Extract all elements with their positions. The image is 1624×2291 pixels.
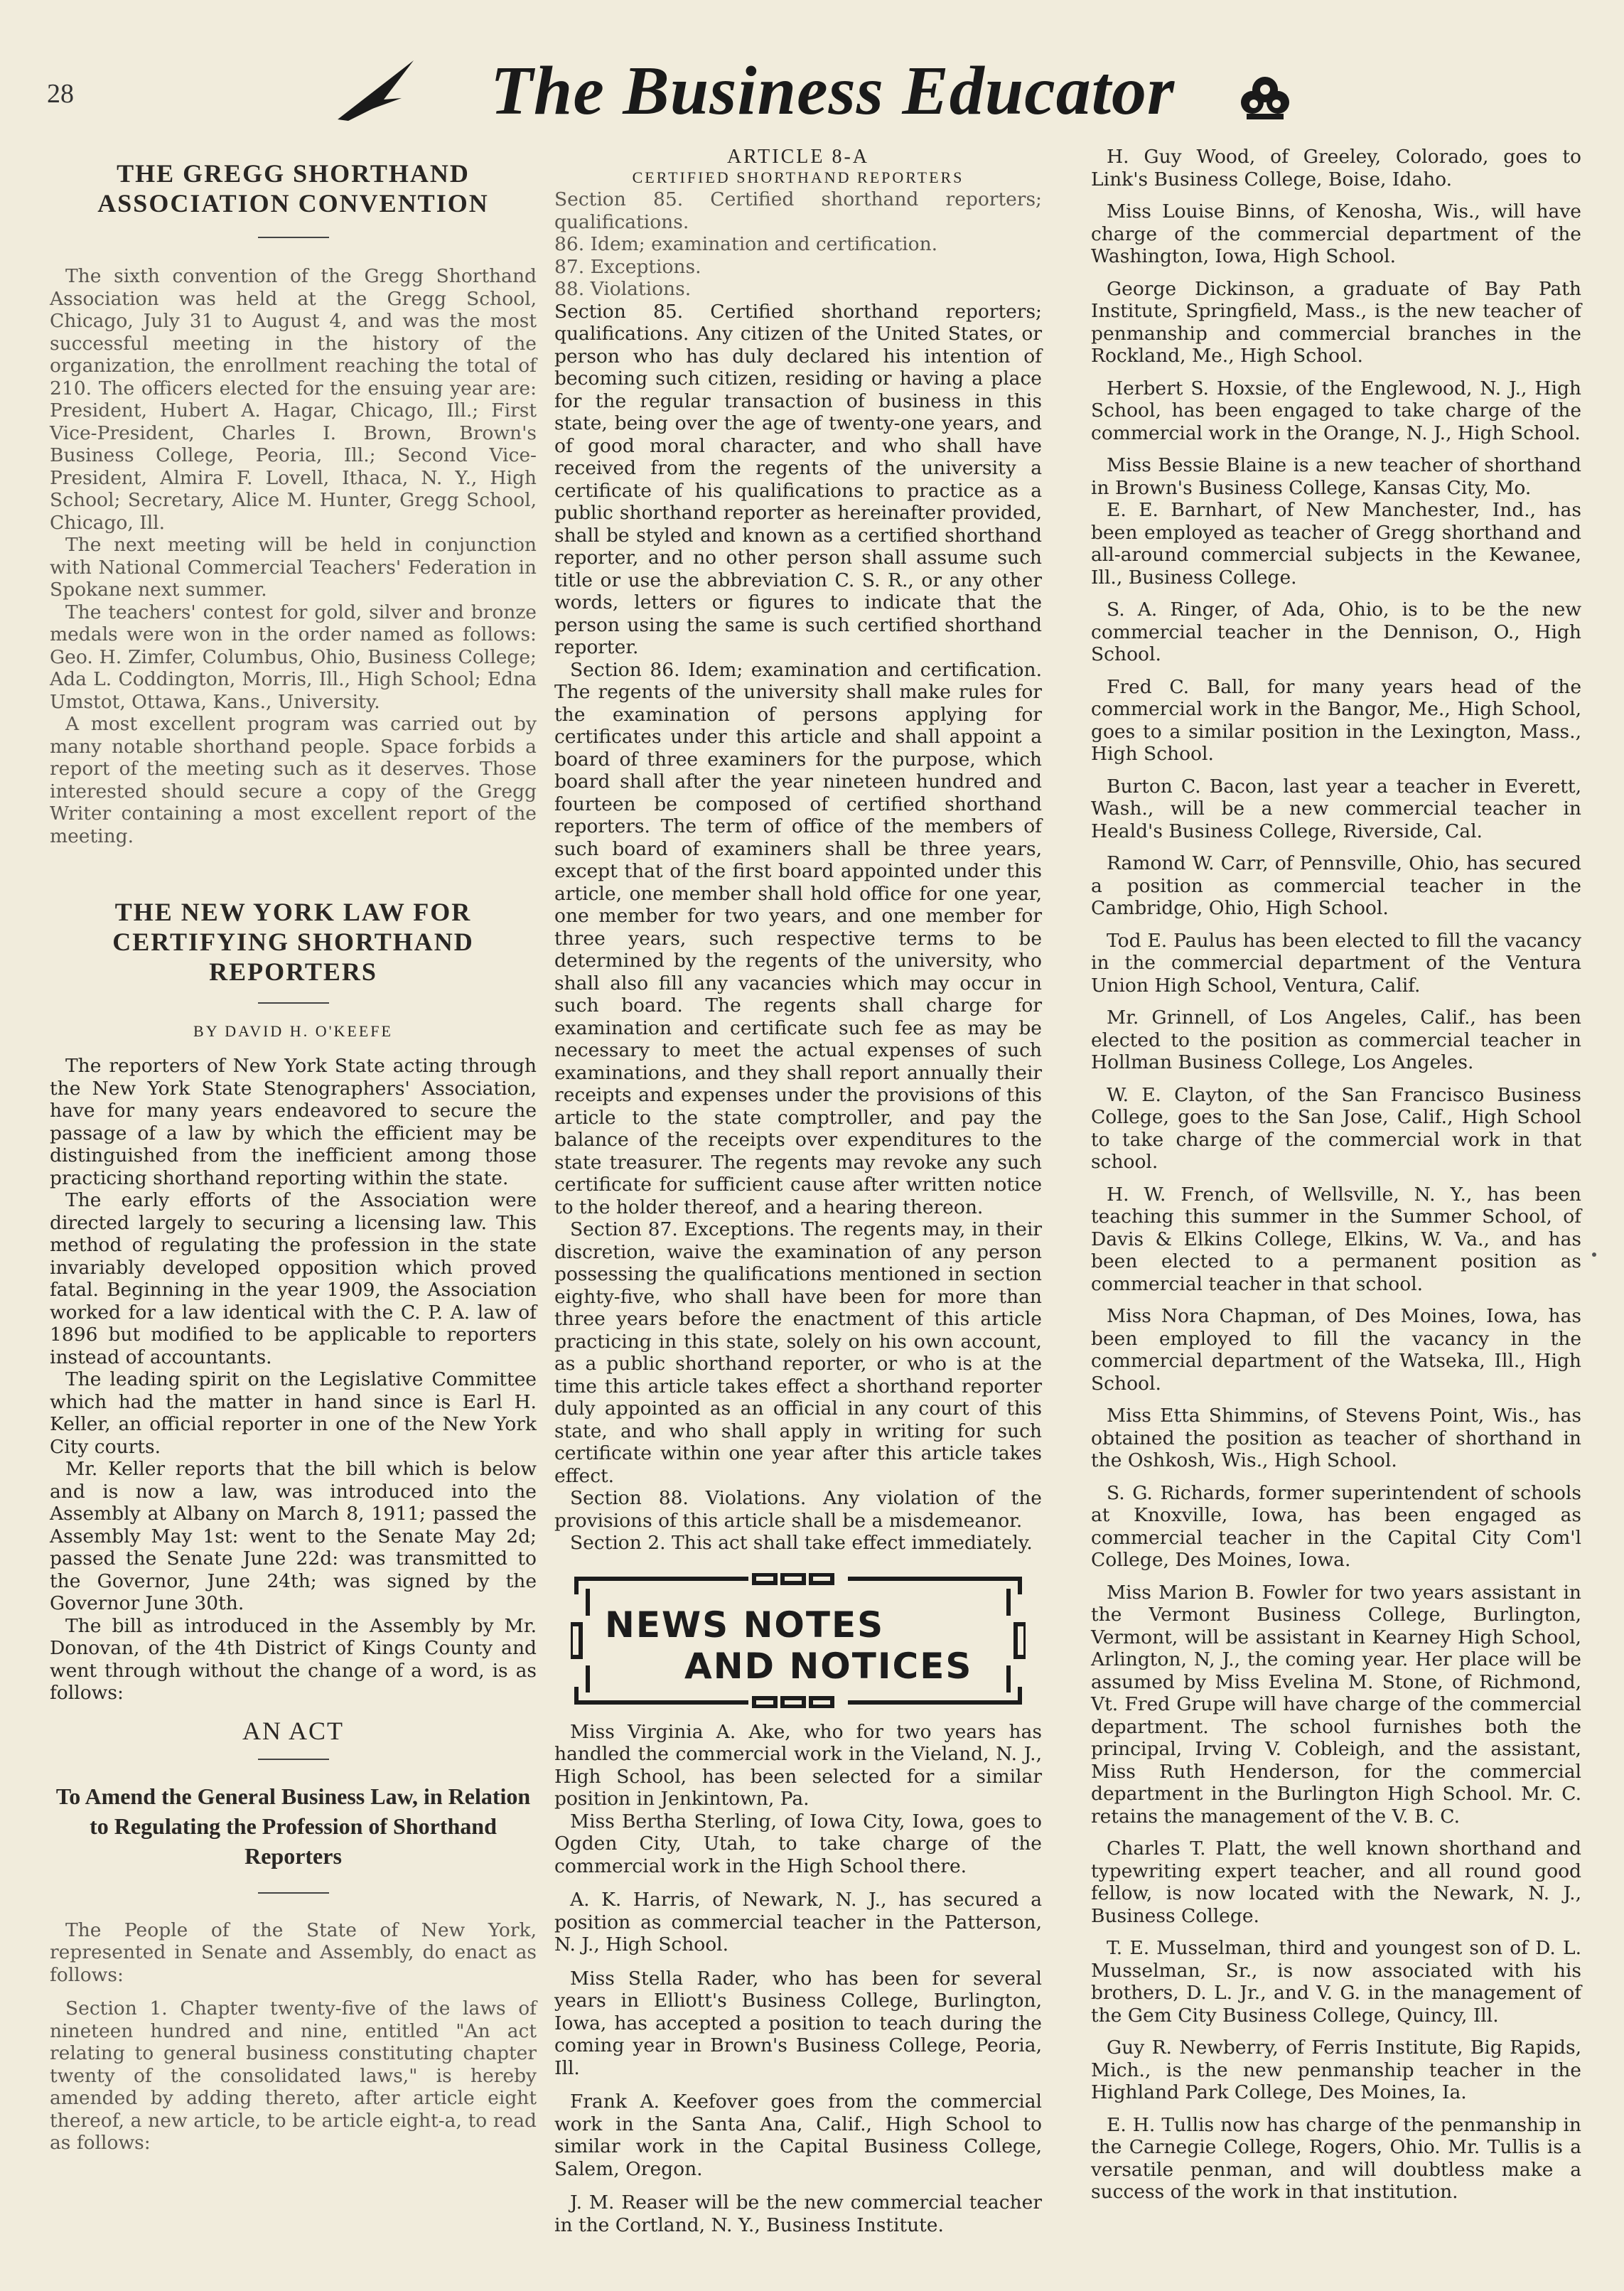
paragraph: Section 85. Certified shorthand reporters; qualifications. Any citizen of the United States, or person who has duly declared his intention of becoming such citizen, residing or having a place for the regular transaction of business in this state, being over the age of twenty-one years, and of good moral character, and who shall have received from the regents of the university a certificate of his qualifications to practice as a public shorthand reporter as hereinafter provided, shall be styled and known as a certified shorthand reporter, and no other person shall assume such title or use the abbreviation C. S. R., or any other words, letters or figures to indicate that the person using the same is such certified shorthand reporter. — [554, 300, 1042, 658]
news-item: Miss Louise Binns, of Kenosha, Wis., will have charge of the commercial department of the Washington, Iowa, High School. — [1091, 200, 1581, 267]
paragraph: The reporters of New York State acting through the New York State Stenographers' Association, have for many years endeavored to secure the passage of a law by which the efficient may be distinguished from the inefficient among those practicing shorthand reporting within the state. — [50, 1055, 537, 1189]
paragraph: The early efforts of the Association were directed largely to securing a licensing law. This method of regulating the profession in the state invariably developed opposition which proved fatal. Beginning in the year 1909, the Association worked for a law identical with the C. P. A. law of 1896 but modified to be applicable to reporters instead of accountants. — [50, 1189, 537, 1368]
quill-pen-icon — [334, 57, 419, 124]
paragraph: The next meeting will be held in conjunction with National Commercial Teachers' Federation in Spokane next summer. — [50, 534, 537, 601]
act-title: To Amend the General Business Law, in Relation to Regulating the Profession of Shorthand Reporters — [55, 1783, 531, 1869]
paragraph: The leading spirit on the Legislative Committee which had the matter in hand since is Earl H. Keller, an official reporter in one of the New York City courts. — [50, 1368, 537, 1458]
news-item: Frank A. Keefover goes from the commercial work in the Santa Ana, Calif., High School to similar work in the Capital Business College, Salem, Oregon. — [554, 2091, 1042, 2180]
news-item: Miss Etta Shimmins, of Stevens Point, Wis., has obtained the position as teacher of shorthand in the Oshkosh, Wis., High School. — [1091, 1405, 1581, 1471]
article-subheading: CERTIFIED SHORTHAND REPORTERS — [632, 168, 964, 186]
column-left — [50, 146, 537, 2155]
gregg-article — [50, 265, 537, 847]
gregg-heading: THE GREGG SHORTHAND ASSOCIATION CONVENTION — [97, 159, 489, 218]
paragraph: Mr. Keller reports that the bill which is below and is now a law, was introduced into the Assembly at Albany on March 8, 1911; passed the Assembly May 1st: went to the Senate May 2d; passed the Senate June 22d: was transmitted to the Governor, June 24th; was signed by the Governor June 30th. — [50, 1458, 537, 1614]
paragraph: Section 87. Exceptions. The regents may, in their discretion, waive the examination of any person possessing the qualifications mentioned in section eighty-five, who shall have been for more than three years before the enactment of this article practicing in this state, solely on his own account, as a public shorthand reporter, or who is at the time this article takes effect a shorthand reporter duly appointed as an official in any court of this state, and who shall apply in writing for such certificate within one year after this article takes effect. — [554, 1218, 1042, 1487]
emblem-icon — [1237, 68, 1294, 125]
act-text — [50, 1919, 537, 2155]
divider — [258, 237, 329, 238]
paragraph: Section 1. Chapter twenty-five of the laws of nineteen hundred and nine, entitled "An act relating to general business constituting chapter twenty of the consolidated laws," is hereby amended by adding thereto, after article eight thereof, a new article, to be article eight-a, to read as follows: — [50, 1997, 537, 2154]
news-item: T. E. Musselman, third and youngest son of D. L. Musselman, Sr., is now associated with his brothers, D. L. Jr., and V. G. in the management of the Gem City Business College, Quincy, Ill. — [1091, 1937, 1581, 2027]
news-item: Mr. Grinnell, of Los Angeles, Calif., has been elected to the position as commercial teacher in Hollman Business College, Los Angeles. — [1091, 1007, 1581, 1073]
news-title-line2: AND NOTICES — [684, 1645, 973, 1687]
paragraph: The teachers' contest for gold, silver and bronze medals were won in the order named as follows: Geo. H. Zimfer, Columbus, Ohio, Business College; Ada L. Coddington, Morris, Ill., High School; Edna Umstot, Ottawa, Kans., University. — [50, 601, 537, 713]
paragraph: The sixth convention of the Gregg Shorthand Association was held at the Gregg School, Chicago, July 31 to August 4, and was the most successful meeting in the history of the organization, the enrollment reaching the total of 210. The officers elected for the ensuing year are: President, Hubert A. Hagar, Chicago, Ill.; First Vice-President, Charles I. Brown, Brown's Business College, Peoria, Ill.; Second Vice-President, Almira F. Lovell, Ithaca, N. Y., High School; Secretary, Alice M. Hunter, Gregg School, Chicago, Ill. — [50, 265, 537, 534]
news-item: Miss Marion B. Fowler for two years assistant in the Vermont Business College, Burlington, Vermont, will be assistant in Kearney High School, Arlington, N, J., the coming year. Her place will be assumed by Miss Evelina M. Stone, of Richmond, Vt. Fred Grupe will have charge of the commercial department. The school furnishes both the principal, Irving V. Cobleigh, and the assistant, Miss Ruth Henderson, for the commercial department in the Burlington High School. Mr. C. retains the management of the V. B. C. — [1091, 1581, 1581, 1828]
ny-law-heading: THE NEW YORK LAW FOR CERTIFYING SHORTHAND REPORTERS — [112, 898, 474, 986]
news-item: W. E. Clayton, of the San Francisco Business College, goes to the San Jose, Calif., High School to take charge of the commercial work in that school. — [1091, 1083, 1581, 1173]
news-item: Charles T. Platt, the well known shorthand and typewriting expert teacher, and all round good fellow, is now located with the Newark, N. J., Business College. — [1091, 1837, 1581, 1927]
ny-law-article — [50, 1055, 537, 1705]
news-item: E. H. Tullis now has charge of the penmanship in the Carnegie College, Rogers, Ohio. Mr. Tullis is a versatile penman, and will doubtless make a success of the work in that institution. — [1091, 2113, 1581, 2203]
news-item: S. G. Richards, former superintendent of schools at Knoxville, Iowa, has been engaged as commercial teacher in the Capital City Com'l College, Des Moines, Iowa. — [1091, 1481, 1581, 1571]
paragraph: The People of the State of New York, represented in Senate and Assembly, do enact as follows: — [50, 1919, 537, 1986]
news-notes-continued — [1091, 146, 1581, 2204]
masthead-title: The Business Educator — [490, 53, 1176, 129]
byline: BY DAVID H. O'KEEFE — [193, 1022, 393, 1040]
column-right — [1091, 146, 1581, 2214]
news-item: Fred C. Ball, for many years head of the commercial work in the Bangor, Me., High School, goes to a similar position in the Lexington, Mass., High School. — [1091, 675, 1581, 765]
news-item: J. M. Reaser will be the new commercial teacher in the Cortland, N. Y., Business Institute. — [554, 2191, 1042, 2236]
news-item: Miss Bertha Sterling, of Iowa City, Iowa, goes to Ogden City, Utah, to take charge of the commercial work in the High School there. — [554, 1810, 1042, 1877]
divider — [258, 1892, 329, 1894]
print-speck — [1592, 1252, 1596, 1257]
paragraph: Section 2. This act shall take effect immediately. — [570, 1532, 1033, 1554]
news-item: Miss Nora Chapman, of Des Moines, Iowa, has been employed to fill the vacancy in the commercial department of the Watseka, Ill., High School. — [1091, 1305, 1581, 1395]
news-item: Tod E. Paulus has been elected to fill the vacancy in the commercial department of the Ventura Union High School, Ventura, Calif. — [1091, 929, 1581, 997]
paragraph: A most excellent program was carried out by many notable shorthand people. Space forbids a report of the meeting such as it deserves. Those interested should secure a copy of the Gregg Writer containing a most excellent report of the meeting. — [50, 713, 537, 847]
news-item: A. K. Harris, of Newark, N. J., has secured a position as commercial teacher in the Patterson, N. J., High School. — [554, 1889, 1042, 1955]
page-header — [0, 0, 1624, 142]
toc-item: 87. Exceptions. — [554, 255, 701, 278]
news-notes-banner — [571, 1573, 1026, 1708]
news-item: H. W. French, of Wellsville, N. Y., has been teaching this summer in the Summer School, of Davis & Elkins College, Elkins, W. Va., and has been elected to a permanent position as commercial teacher in that school. — [1091, 1183, 1581, 1295]
divider — [258, 1002, 329, 1004]
news-item: Herbert S. Hoxsie, of the Englewood, N. J., High School, has been engaged to take charge of the commercial work in the Orange, N. J., High School. — [1091, 377, 1581, 444]
news-item: George Dickinson, a graduate of Bay Path Institute, Springfield, Mass., is the new teacher of penmanship and commercial branches in the Rockland, Me., High School. — [1091, 277, 1581, 367]
article-heading: ARTICLE 8-A — [726, 146, 870, 168]
column-middle — [554, 146, 1042, 2236]
paragraph: Section 86. Idem; examination and certification. The regents of the university shall make rules for the examination of persons applying for certificates under this article and shall appoint a board of three examiners for the purpose, which board shall after the year nineteen hundred and fourteen be composed of certified shorthand reporters. The term of office of the members of such board of examiners shall be three years, except that of the first board appointed under this article, one member shall hold office for one year, one member for two years, and one member for three years, such respective terms to be determined by the regents of the university, who shall also fill any vacancies which may occur in such board. The regents shall charge for examination and certificate such fee as may be necessary to meet the actual expenses of such examinations, and they shall report annually their receipts and expenses under the provisions of this article to the state comptroller, and pay the balance of the receipts over expenditures to the state treasurer. The regents may revoke any such certificate for sufficient cause after written notice to the holder thereof, and a hearing thereon. — [554, 658, 1042, 1218]
news-item: Miss Stella Rader, who has been for several years in Elliott's Business College, Burlington, Iowa, has accepted a position to teach during the coming year in Brown's Business College, Peoria, Ill. — [554, 1967, 1042, 2079]
toc-item: Section 85. Certified shorthand reporters; qualifications. — [554, 188, 1042, 233]
toc-item: 88. Violations. — [554, 278, 692, 300]
news-item: Miss Bessie Blaine is a new teacher of shorthand in Brown's Business College, Kansas City, Mo. — [1091, 454, 1581, 499]
news-item: Ramond W. Carr, of Pennsville, Ohio, has secured a position as commercial teacher in the Cambridge, Ohio, High School. — [1091, 852, 1581, 919]
news-item: Guy R. Newberry, of Ferris Institute, Big Rapids, Mich., is the new penmanship teacher in the Highland Park College, Des Moines, Ia. — [1091, 2037, 1581, 2103]
news-item: H. Guy Wood, of Greeley, Colorado, goes to Link's Business College, Boise, Idaho. — [1091, 146, 1581, 191]
news-item: Miss Virginia A. Ake, who for two years has handled the commercial work in the Vieland, N. J., High School, has been selected for a similar position in Jenkintown, Pa. — [554, 1720, 1042, 1810]
act-heading: AN ACT — [242, 1716, 344, 1745]
divider — [258, 1759, 329, 1760]
news-item: Burton C. Bacon, last year a teacher in Everett, Wash., will be a new commercial teacher in Heald's Business College, Riverside, Cal. — [1091, 775, 1581, 842]
news-item: E. E. Barnhart, of New Manchester, Ind., has been employed as teacher of Gregg shorthand and all-around commercial subjects in the Kewanee, Ill., Business College. — [1091, 499, 1581, 589]
paragraph: The bill as introduced in the Assembly by Mr. Donovan, of the 4th District of Kings County and went through without the change of a word, is as follows: — [50, 1614, 537, 1704]
news-title-line1: NEWS NOTES — [605, 1604, 885, 1646]
page-number: 28 — [47, 79, 74, 109]
toc-item: 86. Idem; examination and certification. — [554, 233, 938, 255]
article-toc — [554, 188, 1042, 301]
article-sections — [554, 301, 1042, 1555]
news-item: S. A. Ringer, of Ada, Ohio, is to be the new commercial teacher in the Dennison, O., High School. — [1091, 599, 1581, 665]
news-notes-list — [554, 1721, 1042, 2237]
paragraph: Section 88. Violations. Any violation of the provisions of this article shall be a misdemeanor. — [554, 1487, 1042, 1532]
